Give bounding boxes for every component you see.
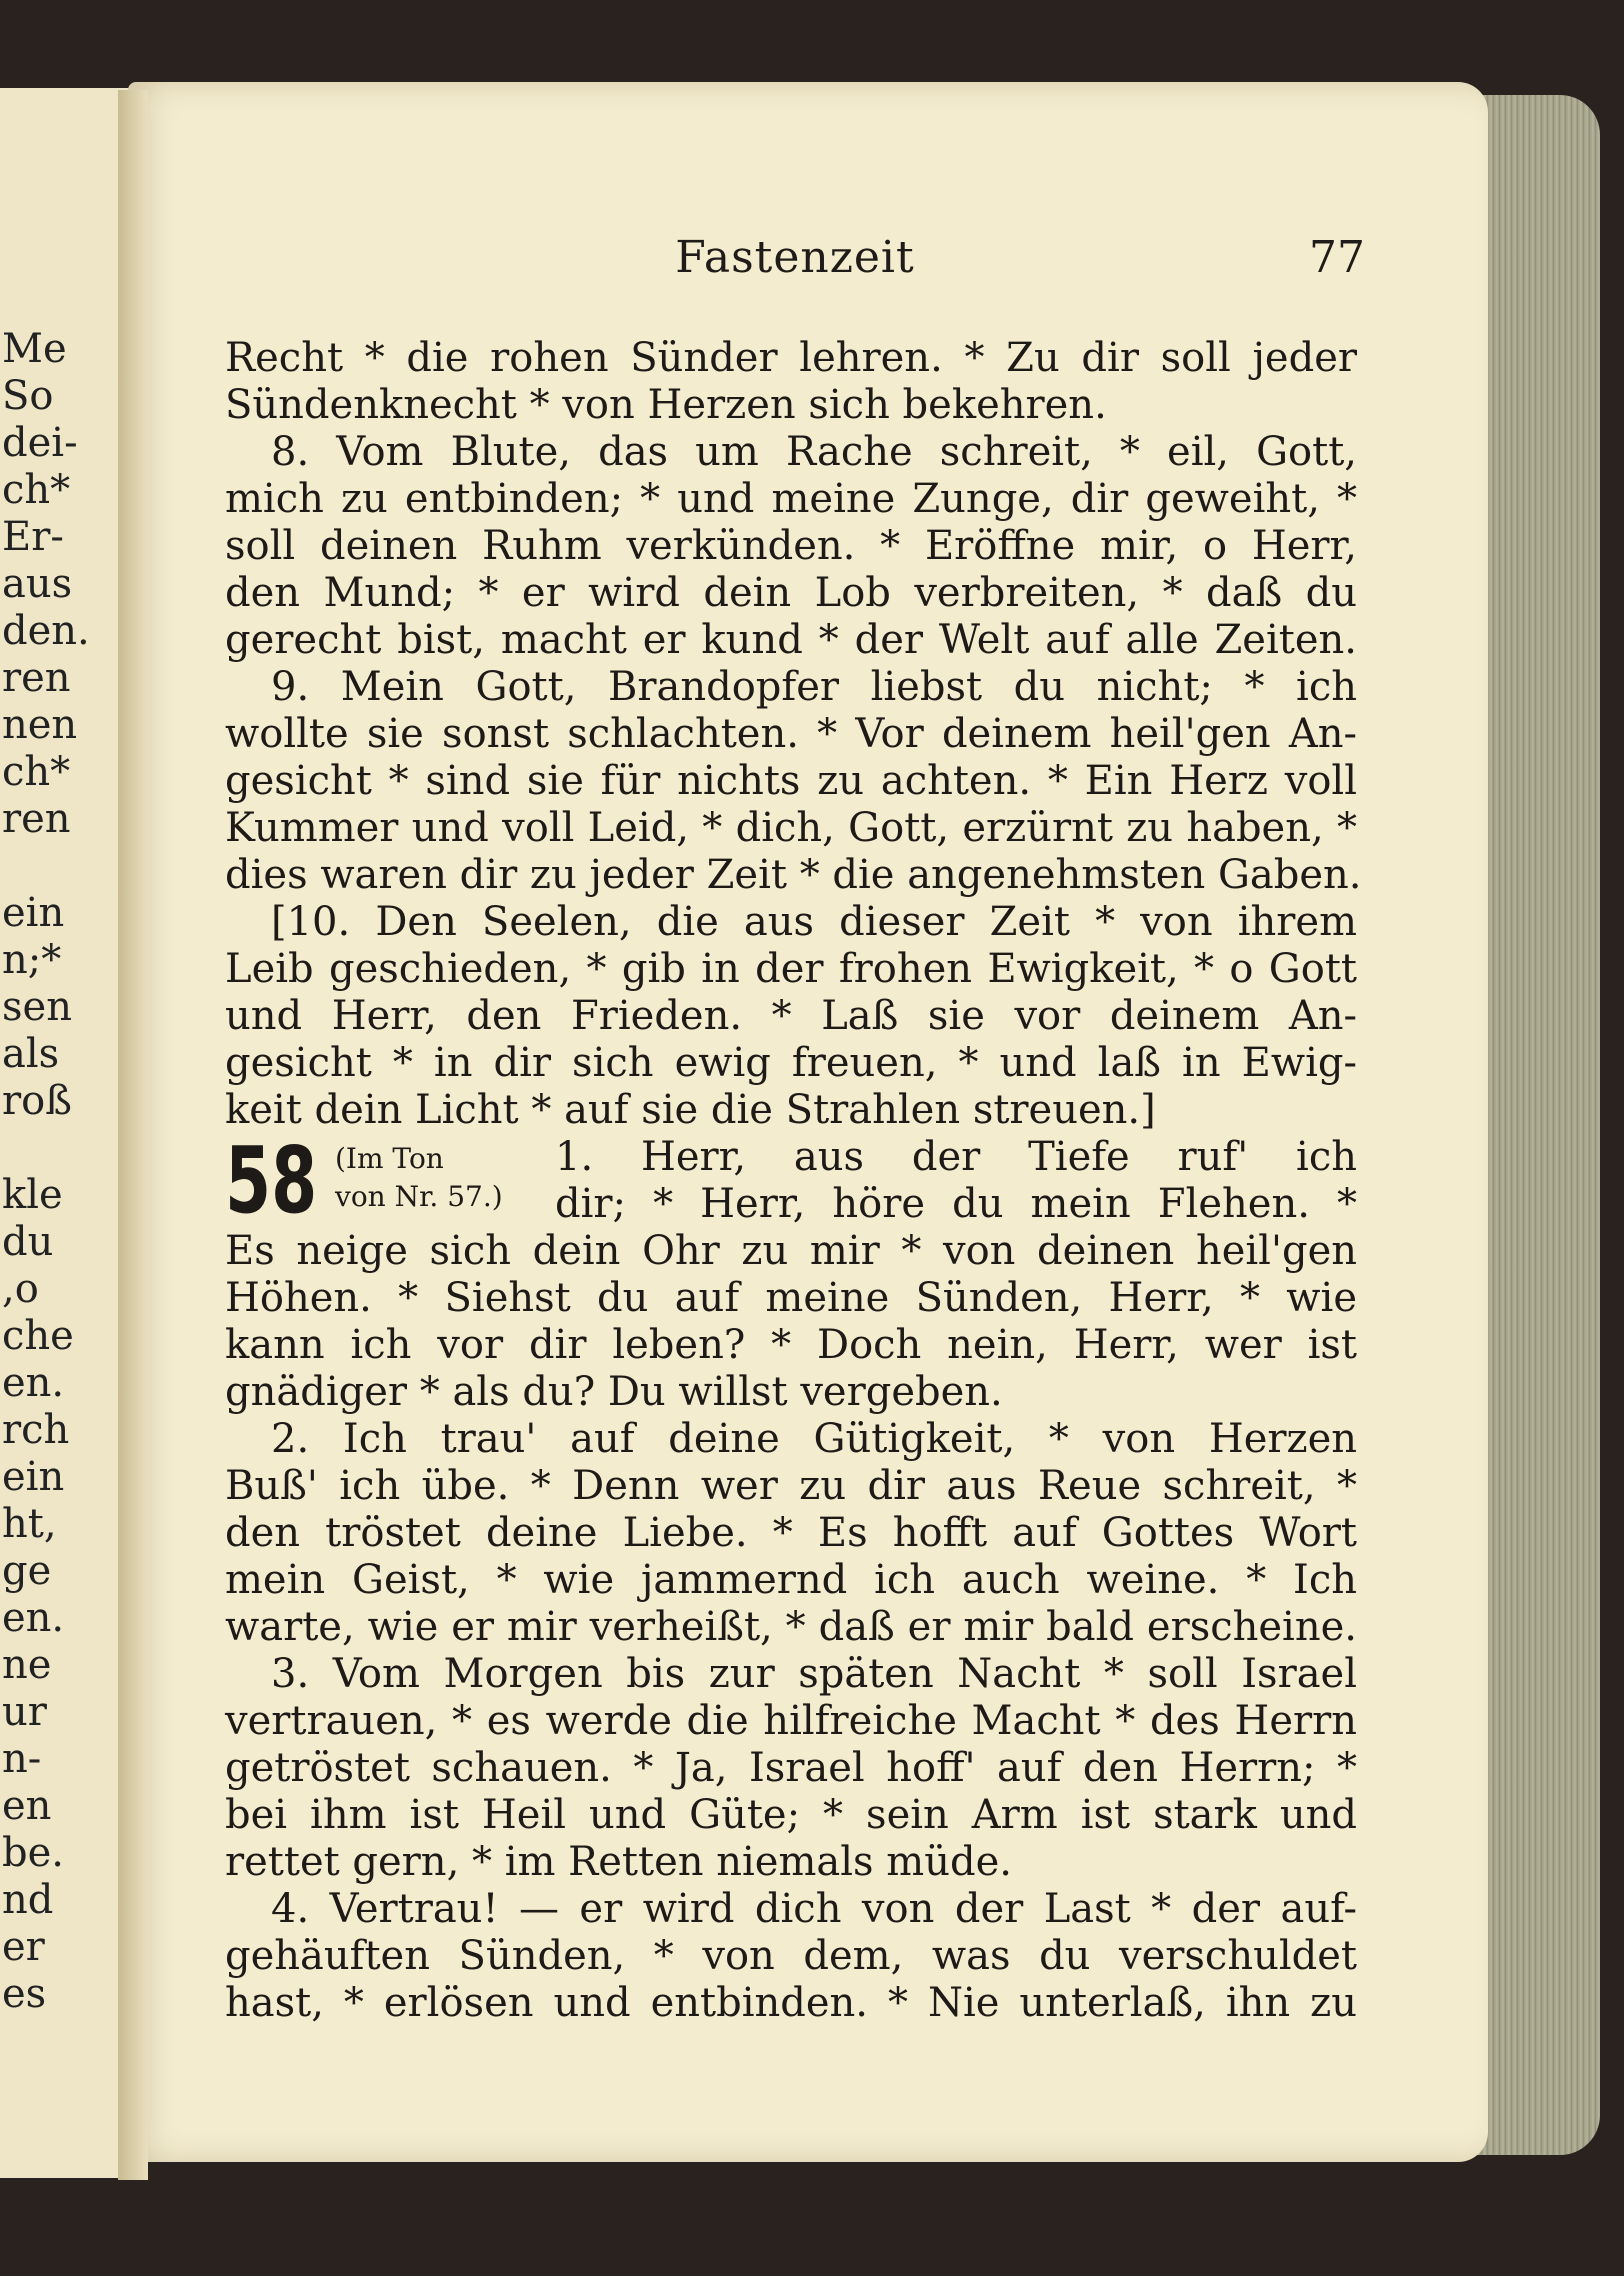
tune-reference-line: von Nr. 57.) [335, 1180, 503, 1213]
text-line: [10. Den Seelen, die aus dieser Zeit * von ihrem [271, 899, 1357, 945]
text-line: 4. Vertrau! — er wird dich von der Last * der auf- [271, 1886, 1357, 1932]
left-page-fragment: dei- [2, 420, 78, 466]
left-page-fragment: ein [2, 890, 65, 936]
left-page-fragment: er [2, 1924, 45, 1970]
text-line: kann ich vor dir leben? * Doch nein, Herr, wer ist [225, 1322, 1357, 1368]
text-line: Buß' ich übe. * Denn wer zu dir aus Reue schreit, * [225, 1463, 1357, 1509]
left-page-fragment: ren [2, 796, 71, 842]
text-line: gerecht bist, macht er kund * der Welt auf alle Zeiten. [225, 617, 1357, 663]
left-page-fragment: es [2, 1971, 47, 2017]
tune-reference [335, 1140, 535, 1216]
left-page-fragment: nd [2, 1877, 54, 1923]
left-page-fragment: rch [2, 1407, 70, 1453]
left-page-fragment: ein [2, 1454, 65, 1500]
text-block [225, 335, 1362, 2027]
left-page-fragment: du [2, 1219, 54, 1265]
text-line: hast, * erlösen und entbinden. * Nie unterlaß, ihn zu [225, 1980, 1357, 2026]
text-line: den Mund; * er wird dein Lob verbreiten, * daß du [225, 570, 1357, 616]
text-line: 2. Ich trau' auf deine Gütigkeit, * von Herzen [271, 1416, 1357, 1462]
text-line: gesicht * sind sie für nichts zu achten. * Ein Herz voll [225, 758, 1357, 804]
left-page-fragment: be. [2, 1830, 64, 1876]
left-page-fragment: sen [2, 984, 72, 1030]
text-line: wollte sie sonst schlachten. * Vor deinem heil'gen An- [225, 711, 1357, 757]
text-line: 9. Mein Gott, Brandopfer liebst du nicht; * ich [271, 664, 1357, 710]
left-page-fragment: ne [2, 1642, 52, 1688]
book-gutter [118, 90, 148, 2180]
text-line: Es neige sich dein Ohr zu mir * von deinen heil'gen [225, 1228, 1357, 1274]
text-line: 1. Herr, aus der Tiefe ruf' ich [555, 1134, 1357, 1180]
text-line: dir; * Herr, höre du mein Flehen. * [555, 1181, 1357, 1227]
text-line: 3. Vom Morgen bis zur späten Nacht * soll Israel [271, 1651, 1357, 1697]
running-header [225, 232, 1365, 292]
left-page-fragment: ch* [2, 467, 71, 513]
left-page-fragment: n;* [2, 937, 62, 983]
left-page-fragment: als [2, 1031, 60, 1077]
text-line: Kummer und voll Leid, * dich, Gott, erzürnt zu haben, * [225, 805, 1357, 851]
left-page-fragment: nen [2, 702, 78, 748]
text-line: soll deinen Ruhm verkünden. * Eröffne mir, o Herr, [225, 523, 1357, 569]
left-page-fragment: kle [2, 1172, 63, 1218]
text-line: bei ihm ist Heil und Güte; * sein Arm ist stark und [225, 1792, 1357, 1838]
hymn-first-lines [555, 1134, 1357, 1228]
left-page-fragment: n- [2, 1736, 42, 1782]
text-line: Recht * die rohen Sünder lehren. * Zu dir soll jeder [225, 335, 1357, 381]
left-page-fragment: Me [2, 326, 67, 372]
text-line: den tröstet deine Liebe. * Es hofft auf Gottes Wort [225, 1510, 1357, 1556]
left-page-fragment: ,o [2, 1266, 39, 1312]
left-page-fragment: So [2, 373, 54, 419]
page-title: Fastenzeit [675, 232, 915, 283]
left-page-fragment: en. [2, 1595, 65, 1641]
text-line: mich zu entbinden; * und meine Zunge, dir geweiht, * [225, 476, 1357, 522]
text-line: keit dein Licht * auf sie die Strahlen streuen.] [225, 1087, 1156, 1133]
left-page-fragment: aus [2, 561, 73, 607]
text-line: und Herr, den Frieden. * Laß sie vor deinem An- [225, 993, 1357, 1039]
page-number: 77 [1309, 232, 1365, 283]
hymn-heading [225, 1127, 1357, 1234]
left-page-fragment: ren [2, 655, 71, 701]
hymn-number: 58 [225, 1127, 318, 1234]
left-page-fragment: en [2, 1783, 52, 1829]
text-line: gehäuften Sünden, * von dem, was du verschuldet [225, 1933, 1357, 1979]
left-page-fragment: ge [2, 1548, 52, 1594]
text-line: mein Geist, * wie jammernd ich auch weine. * Ich [225, 1557, 1357, 1603]
left-page-fragment: en. [2, 1360, 65, 1406]
text-line: Höhen. * Siehst du auf meine Sünden, Herr, * wie [225, 1275, 1357, 1321]
text-line: gesicht * in dir sich ewig freuen, * und laß in Ewig- [225, 1040, 1357, 1086]
left-page-fragment: den. [2, 608, 90, 654]
text-line: Sündenknecht * von Herzen sich bekehren. [225, 382, 1107, 428]
text-line: rettet gern, * im Retten niemals müde. [225, 1839, 1012, 1885]
left-page [0, 88, 132, 2178]
text-line: getröstet schauen. * Ja, Israel hoff' auf den Herrn; * [225, 1745, 1357, 1791]
left-page-fragment: Er- [2, 514, 64, 560]
text-line: dies waren dir zu jeder Zeit * die angenehmsten Gaben. [225, 852, 1362, 898]
left-page-fragment: ch* [2, 749, 71, 795]
text-line: warte, wie er mir verheißt, * daß er mir bald erscheine. [225, 1604, 1357, 1650]
left-page-fragment: ur [2, 1689, 47, 1735]
tune-reference-line: (Im Ton [335, 1142, 444, 1175]
left-page-fragment: ht, [2, 1501, 57, 1547]
text-line: Leib geschieden, * gib in der frohen Ewigkeit, * o Gott [225, 946, 1357, 992]
text-line: gnädiger * als du? Du willst vergeben. [225, 1369, 1003, 1415]
left-page-fragment: che [2, 1313, 74, 1359]
text-line: vertrauen, * es werde die hilfreiche Macht * des Herrn [225, 1698, 1357, 1744]
text-line: 8. Vom Blute, das um Rache schreit, * eil, Gott, [271, 429, 1357, 475]
left-page-fragment: roß [2, 1078, 72, 1124]
